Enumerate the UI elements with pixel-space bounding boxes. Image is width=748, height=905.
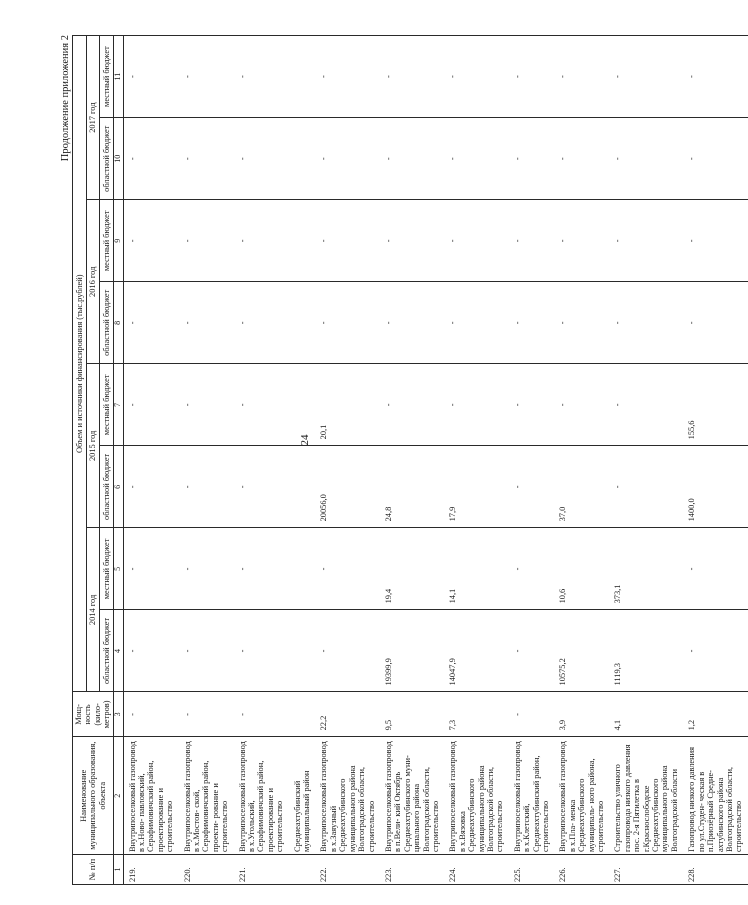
header-year-2016: 2016 год <box>86 200 100 364</box>
budget-value: - <box>609 36 683 118</box>
col-index: 4 <box>113 610 123 692</box>
object-name: Внутрипоселковый газопровод в п.Вели- кий Октябрь Среднеахтубинского муни- ципального района Волгоградской области, строительство <box>380 737 444 855</box>
row-number: 221. <box>234 855 289 885</box>
budget-value: - <box>609 364 683 446</box>
header-local: местный бюджет <box>100 200 114 282</box>
budget-value: - <box>234 282 289 364</box>
budget-value <box>289 446 316 528</box>
budget-value: - <box>683 282 747 364</box>
row-number: 219. <box>123 855 179 885</box>
header-name: Наименование муниципального образования, объекта <box>73 737 114 855</box>
header-power: Мощ- ность (кило- метров) <box>73 692 114 737</box>
object-name: Внутрипоселковый газопровод в х.Клетский, Среднеахтубинский район, строительство <box>509 737 555 855</box>
budget-value <box>289 364 316 446</box>
table-row <box>179 36 234 885</box>
table-body <box>123 36 748 885</box>
budget-value: 37,0 <box>554 446 609 528</box>
budget-value: - <box>123 446 179 528</box>
budget-value: - <box>683 610 747 692</box>
object-name: Внутрипоселковый газопровод в х.Ново- павловский, Серафимовичский район, проектирование и строительство <box>123 737 179 855</box>
budget-value: - <box>315 610 379 692</box>
col-index: 1 <box>113 855 123 885</box>
power-value: - <box>509 692 555 737</box>
col-index: 9 <box>113 200 123 282</box>
col-index: 11 <box>113 36 123 118</box>
budget-value: - <box>509 118 555 200</box>
col-index: 5 <box>113 528 123 610</box>
power-value: - <box>123 692 179 737</box>
budget-value <box>289 282 316 364</box>
budget-value: - <box>380 200 444 282</box>
row-number <box>289 855 316 885</box>
col-index: 7 <box>113 364 123 446</box>
budget-value: 20056,0 <box>315 446 379 528</box>
budget-value: - <box>123 36 179 118</box>
budget-value: - <box>123 364 179 446</box>
header-year-2015: 2015 год <box>86 364 100 528</box>
header-local: местный бюджет <box>100 528 114 610</box>
table-row <box>609 36 683 885</box>
budget-value: - <box>554 200 609 282</box>
budget-value: - <box>315 200 379 282</box>
page-number: 24 <box>299 434 311 446</box>
table-row <box>289 36 316 885</box>
header-regional: областной бюджет <box>100 610 114 692</box>
budget-value: - <box>509 36 555 118</box>
budget-value: - <box>315 282 379 364</box>
power-value: 1,2 <box>683 692 747 737</box>
budget-value: 373,1 <box>609 528 683 610</box>
budget-value: - <box>179 36 234 118</box>
row-number: 222. <box>315 855 379 885</box>
row-number: 224. <box>444 855 508 885</box>
table-row <box>380 36 444 885</box>
budget-value: - <box>554 282 609 364</box>
header-local: местный бюджет <box>100 364 114 446</box>
row-number: 225. <box>509 855 555 885</box>
budget-value: 24,8 <box>380 446 444 528</box>
col-index: 10 <box>113 118 123 200</box>
object-name: Газопровод низкого давления по ул.Студен- ческая в п.Приозёрный Средне- ахтубинского района Волгоградской области, строительство <box>683 737 747 855</box>
budget-value <box>289 200 316 282</box>
budget-value: - <box>179 364 234 446</box>
budget-value <box>289 610 316 692</box>
budget-value: - <box>554 36 609 118</box>
budget-value: - <box>683 528 747 610</box>
power-value: 4,1 <box>609 692 683 737</box>
budget-value: - <box>234 200 289 282</box>
row-number: 228. <box>683 855 747 885</box>
budget-value: - <box>234 364 289 446</box>
power-value: - <box>179 692 234 737</box>
budget-value: - <box>123 118 179 200</box>
object-name: Внутрипоселковый газопровод в х.Угольский, Серафимовичский район, проектирование и строительство <box>234 737 289 855</box>
budget-value: 14047,9 <box>444 610 508 692</box>
budget-value: - <box>683 200 747 282</box>
budget-value: - <box>179 528 234 610</box>
budget-value: - <box>179 282 234 364</box>
budget-value: 10,6 <box>554 528 609 610</box>
budget-value: 155,6 <box>683 364 747 446</box>
budget-value: - <box>509 446 555 528</box>
budget-value: - <box>509 200 555 282</box>
header-local: местный бюджет <box>100 36 114 118</box>
object-name: Строительство уличного газопровода низкого давления пос. 2-я Пятилетка в г.Краснослободске Среднеахтубинского муниципального района Волгоградской области <box>609 737 683 855</box>
power-value: 9,5 <box>380 692 444 737</box>
table-row <box>554 36 609 885</box>
table-row <box>509 36 555 885</box>
header-num: № п/п <box>73 855 114 885</box>
col-index: 6 <box>113 446 123 528</box>
budget-value: - <box>444 118 508 200</box>
power-value: 3,9 <box>554 692 609 737</box>
budget-value: - <box>609 200 683 282</box>
budget-value: - <box>444 364 508 446</box>
budget-value: - <box>683 118 747 200</box>
budget-value <box>289 528 316 610</box>
header-year-2017: 2017 год <box>86 36 100 200</box>
budget-value: - <box>179 446 234 528</box>
col-index: 3 <box>113 692 123 737</box>
budget-value: - <box>380 118 444 200</box>
budget-value: - <box>234 118 289 200</box>
row-number: 220. <box>179 855 234 885</box>
object-name: Внутрипоселковый газопровод в х.Заяузный Среднеахтубинского муниципального района Волгоградской области, строительство <box>315 737 379 855</box>
budget-value: - <box>123 200 179 282</box>
budget-value: - <box>554 118 609 200</box>
appendix-continuation-note: Продолжение приложения 2 <box>60 35 71 162</box>
budget-value: 19399,9 <box>380 610 444 692</box>
budget-value: - <box>509 282 555 364</box>
row-number: 227. <box>609 855 683 885</box>
budget-value: - <box>234 36 289 118</box>
budget-value: - <box>234 446 289 528</box>
budget-value: - <box>123 282 179 364</box>
col-index: 2 <box>113 737 123 855</box>
budget-value: - <box>683 36 747 118</box>
header-year-2014: 2014 год <box>86 528 100 692</box>
budget-value: 20,1 <box>315 364 379 446</box>
budget-value: - <box>179 200 234 282</box>
rotated-table-page <box>60 35 744 885</box>
budget-value: - <box>509 528 555 610</box>
budget-value: - <box>179 118 234 200</box>
header-funding: Объем и источники финансирования (тыс.рублей) <box>73 36 87 692</box>
budget-value: 1119,3 <box>609 610 683 692</box>
row-number: 226. <box>554 855 609 885</box>
row-number: 223. <box>380 855 444 885</box>
budget-value: - <box>234 610 289 692</box>
budget-value: - <box>509 610 555 692</box>
budget-value: - <box>609 446 683 528</box>
header-regional: областной бюджет <box>100 118 114 200</box>
table-row <box>683 36 747 885</box>
power-value: - <box>234 692 289 737</box>
budget-value: - <box>444 200 508 282</box>
budget-value <box>289 36 316 118</box>
budget-value: - <box>380 282 444 364</box>
object-name: Внутрипоселковый газопровод в х.Пла- менка Среднеахтубинского муниципаль- ного района, строительство <box>554 737 609 855</box>
table-row <box>315 36 379 885</box>
col-index: 8 <box>113 282 123 364</box>
budget-value <box>289 118 316 200</box>
budget-value: - <box>315 36 379 118</box>
object-name: Внутрипоселковый газопровод в х.Мостов- ской, Серафимовичский район, проекти- рование и строительство <box>179 737 234 855</box>
table-row <box>123 36 179 885</box>
budget-value: 17,9 <box>444 446 508 528</box>
financing-table <box>72 35 748 885</box>
budget-value: - <box>380 36 444 118</box>
budget-value: - <box>234 528 289 610</box>
budget-value: 19,4 <box>380 528 444 610</box>
header-regional: областной бюджет <box>100 446 114 528</box>
budget-value: - <box>380 364 444 446</box>
budget-value: - <box>609 282 683 364</box>
power-value: 22,2 <box>315 692 379 737</box>
budget-value: - <box>554 364 609 446</box>
budget-value: - <box>315 528 379 610</box>
power-value: 7,3 <box>444 692 508 737</box>
budget-value: 10575,2 <box>554 610 609 692</box>
object-name: Среднеахтубинский муниципальный район <box>289 737 316 855</box>
budget-value: - <box>315 118 379 200</box>
budget-value: - <box>444 282 508 364</box>
table-row <box>234 36 289 885</box>
budget-value: - <box>444 36 508 118</box>
power-value <box>289 692 316 737</box>
budget-value: - <box>123 528 179 610</box>
budget-value: - <box>609 118 683 200</box>
budget-value: 1400,0 <box>683 446 747 528</box>
budget-value: - <box>509 364 555 446</box>
budget-value: - <box>179 610 234 692</box>
object-name: Внутрипоселковый газопровод в х.Вязовка Среднеахтубинского муниципального района Волгоградской области, строительство <box>444 737 508 855</box>
budget-value: - <box>123 610 179 692</box>
budget-value: 14,1 <box>444 528 508 610</box>
table-row <box>444 36 508 885</box>
header-regional: областной бюджет <box>100 282 114 364</box>
